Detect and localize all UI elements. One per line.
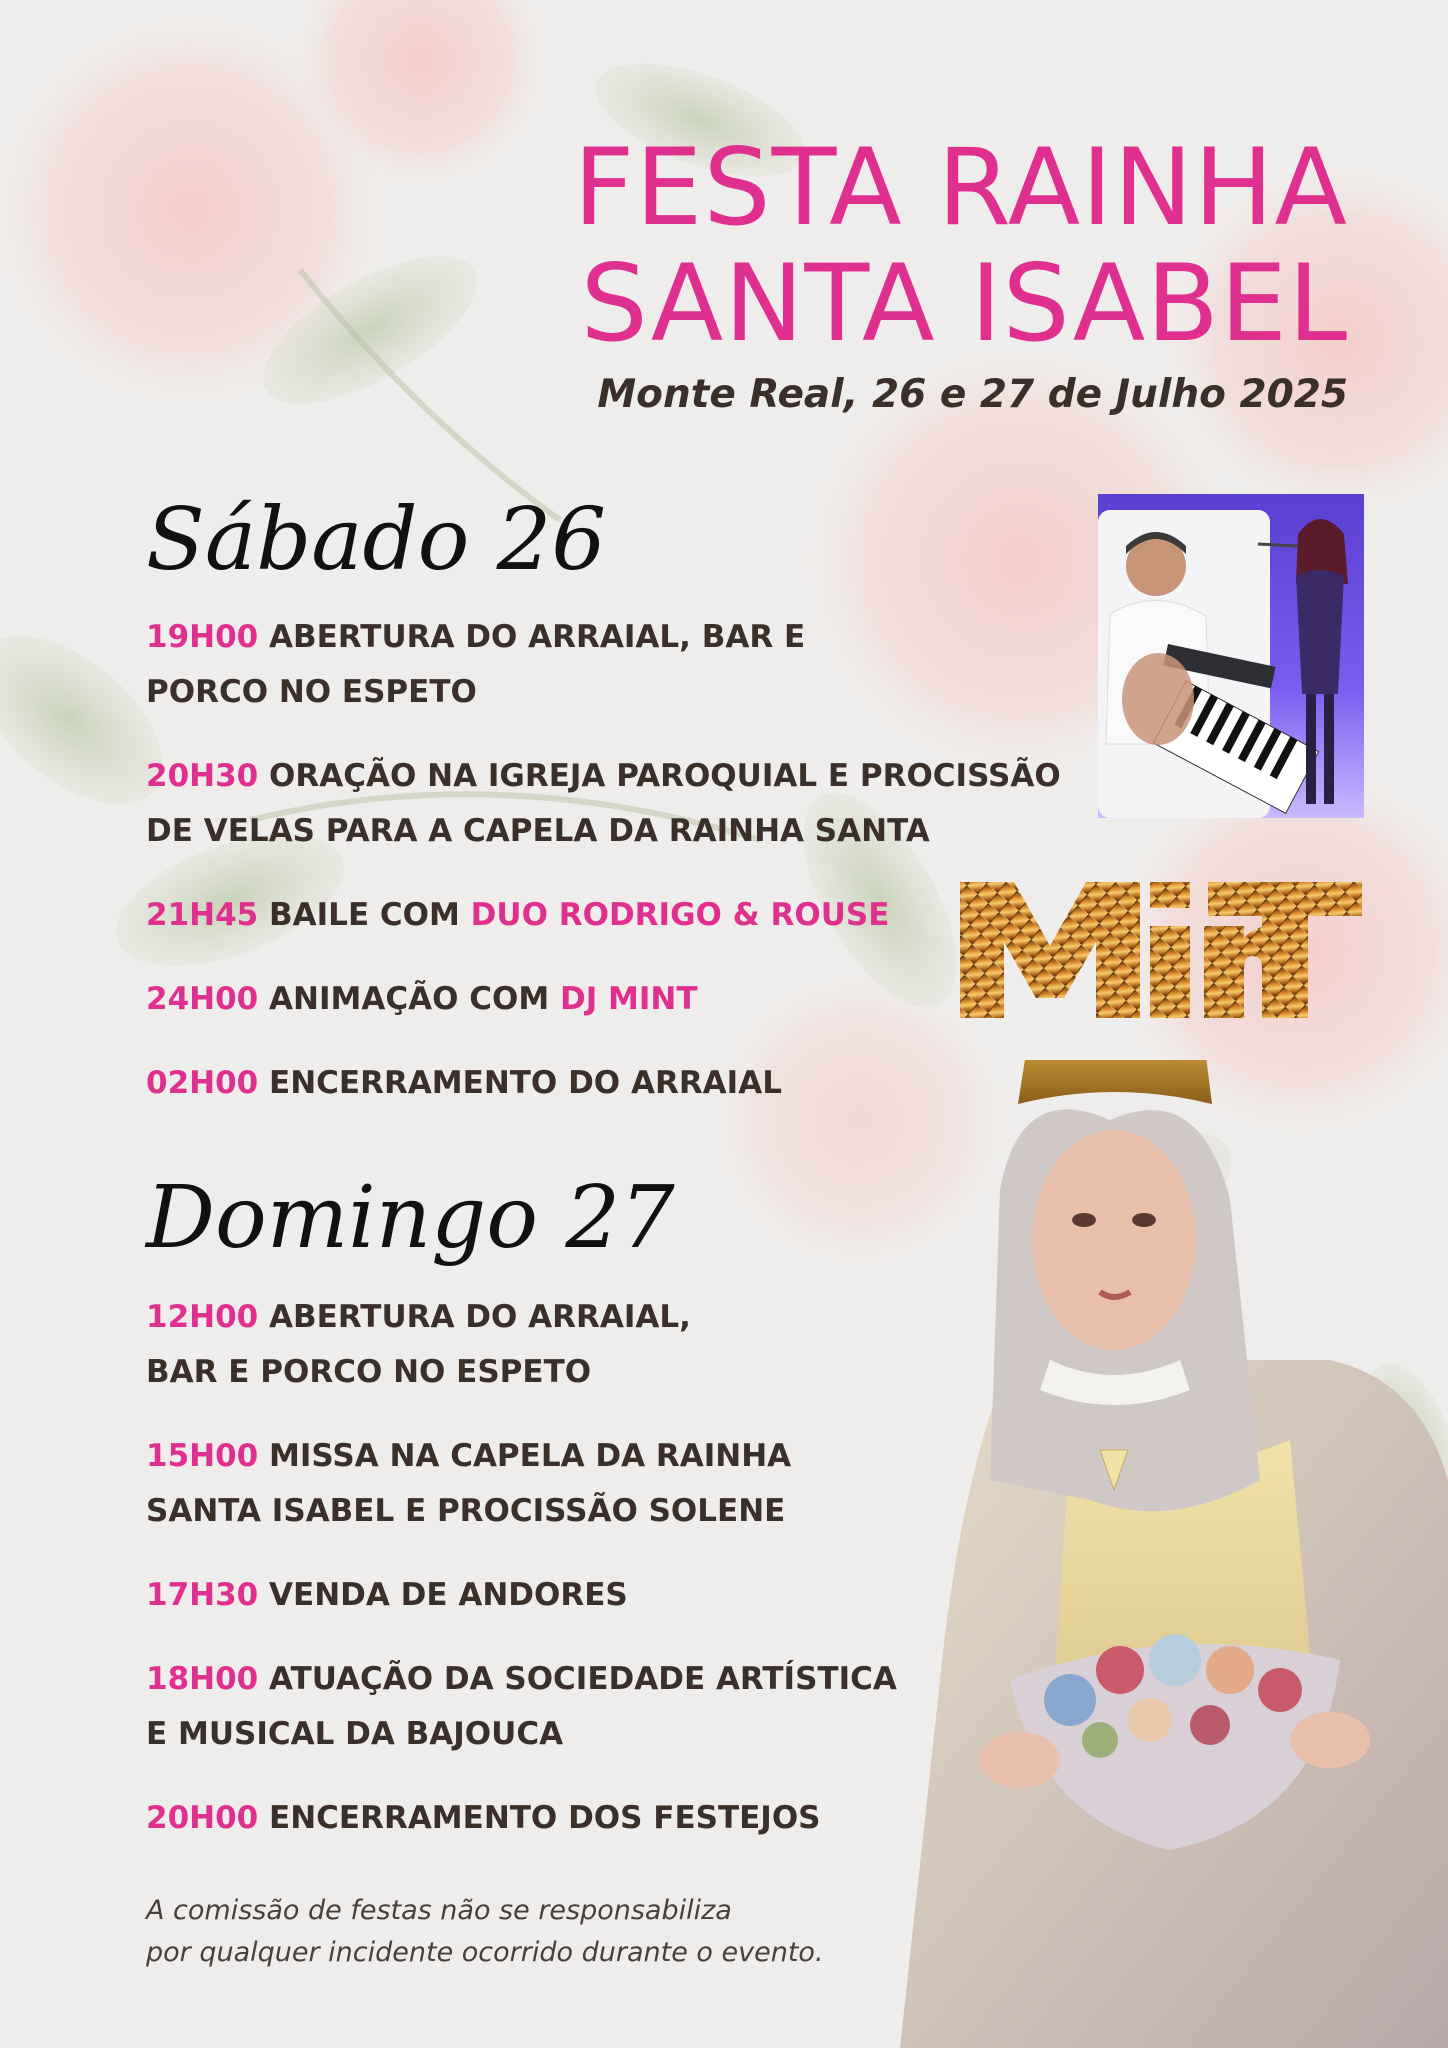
event-time: 12H00 xyxy=(146,1299,259,1335)
event-location-date: Monte Real, 26 e 27 de Julho 2025 xyxy=(597,372,1348,417)
rainha-santa-isabel-statue xyxy=(900,1060,1448,2048)
duo-musicians-photo xyxy=(1098,494,1364,818)
event-text: ORAÇÃO NA IGREJA PAROQUIAL E PROCISSÃO xyxy=(269,758,1061,794)
sunday-heading: Domingo 27 xyxy=(146,1168,675,1268)
event-time: 02H00 xyxy=(146,1065,259,1101)
event-text: ATUAÇÃO DA SOCIEDADE ARTÍSTICA xyxy=(269,1661,897,1697)
event-time: 20H30 xyxy=(146,758,259,794)
dj-mint-logo xyxy=(956,876,1366,1026)
event-text: ABERTURA DO ARRAIAL, xyxy=(269,1299,691,1335)
schedule-item xyxy=(146,888,1076,943)
title-line-2: SANTA ISABEL xyxy=(580,242,1348,365)
schedule-item xyxy=(146,610,1076,720)
saturday-schedule xyxy=(146,610,1076,1111)
title-line-1: FESTA RAINHA xyxy=(573,126,1348,249)
event-text-continued: PORCO NO ESPETO xyxy=(146,674,477,710)
event-text: ABERTURA DO ARRAIAL, BAR E xyxy=(269,619,806,655)
event-text-continued: E MUSICAL DA BAJOUCA xyxy=(146,1716,564,1752)
event-time: 21H45 xyxy=(146,897,259,933)
event-text-continued: BAR E PORCO NO ESPETO xyxy=(146,1354,592,1390)
event-text: ANIMAÇÃO COM xyxy=(269,981,550,1017)
event-text: ENCERRAMENTO DOS FESTEJOS xyxy=(269,1800,821,1836)
event-text: MISSA NA CAPELA DA RAINHA xyxy=(269,1438,792,1474)
performer-name: DJ MINT xyxy=(559,981,698,1017)
event-time: 15H00 xyxy=(146,1438,259,1474)
schedule-item xyxy=(146,749,1076,859)
schedule-item xyxy=(146,972,1076,1027)
disclaimer xyxy=(146,1890,946,1974)
event-text: ENCERRAMENTO DO ARRAIAL xyxy=(269,1065,782,1101)
event-time: 19H00 xyxy=(146,619,259,655)
event-text-continued: SANTA ISABEL E PROCISSÃO SOLENE xyxy=(146,1493,786,1529)
event-text: VENDA DE ANDORES xyxy=(269,1577,628,1613)
event-text: BAILE COM xyxy=(269,897,460,933)
saturday-heading: Sábado 26 xyxy=(146,490,607,590)
event-time: 20H00 xyxy=(146,1800,259,1836)
event-time: 17H30 xyxy=(146,1577,259,1613)
disclaimer-line-1: A comissão de festas não se responsabiliza xyxy=(146,1895,732,1926)
poster-title xyxy=(248,126,1348,365)
disclaimer-line-2: por qualquer incidente ocorrido durante o evento. xyxy=(146,1937,824,1968)
event-text-continued: DE VELAS PARA A CAPELA DA RAINHA SANTA xyxy=(146,813,930,849)
event-time: 18H00 xyxy=(146,1661,259,1697)
event-time: 24H00 xyxy=(146,981,259,1017)
performer-name: DUO RODRIGO & ROUSE xyxy=(470,897,890,933)
